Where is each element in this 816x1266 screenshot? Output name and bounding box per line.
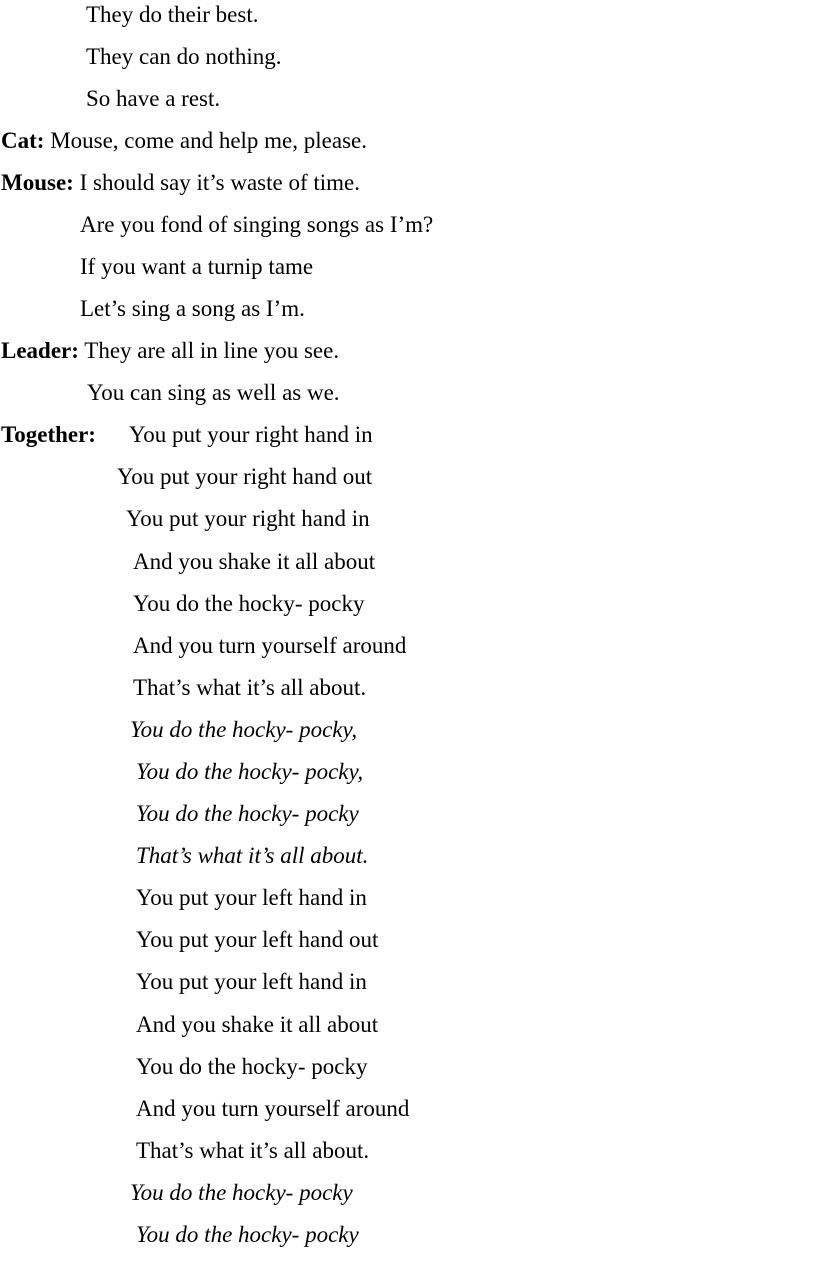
chorus-line: You do the hocky- pocky [136,801,359,826]
leader-line: They are all in line you see. [84,338,340,363]
song-line: And you turn yourself around [133,633,407,658]
song-line: You put your left hand in [136,885,367,910]
intro-line: They can do nothing. [86,44,282,69]
mouse-dialogue [1,169,360,197]
song-line: You put your right hand out [117,464,373,489]
cat-line: Mouse, come and help me, please. [50,128,367,153]
song-line: That’s what it’s all about. [133,675,367,700]
chorus-line: You do the hocky- pocky [136,1222,359,1247]
speaker-mouse: Mouse: [1,170,74,195]
song-line: And you shake it all about [136,1012,379,1037]
leader-dialogue [1,337,339,365]
together-dialogue [1,421,96,449]
song-line: You do the hocky- pocky [133,591,365,616]
mouse-line: If you want a turnip tame [80,254,314,279]
speaker-cat: Cat: [1,128,45,153]
chorus-line: You do the hocky- pocky [130,1180,353,1205]
song-line: You put your right hand in [129,422,373,447]
song-line: That’s what it’s all about. [136,1138,370,1163]
song-line: You do the hocky- pocky [136,1054,368,1079]
leader-line: You can sing as well as we. [87,380,340,405]
cat-dialogue [1,127,367,155]
mouse-line: Let’s sing a song as I’m. [80,296,305,321]
mouse-line: I should say it’s waste of time. [79,170,361,195]
song-line: You put your left hand out [136,927,379,952]
chorus-line: That’s what it’s all about. [136,843,369,868]
song-line: You put your left hand in [136,969,367,994]
intro-line: They do their best. [86,2,259,27]
speaker-leader: Leader: [1,338,79,363]
song-line: And you shake it all about [133,549,376,574]
mouse-line: Are you fond of singing songs as I’m? [80,212,434,237]
chorus-line: You do the hocky- pocky, [130,717,358,742]
chorus-line: You do the hocky- pocky, [136,759,364,784]
song-line: You put your right hand in [126,506,370,531]
intro-line: So have a rest. [86,86,221,111]
speaker-together: Together: [1,422,96,447]
song-line: And you turn yourself around [136,1096,410,1121]
